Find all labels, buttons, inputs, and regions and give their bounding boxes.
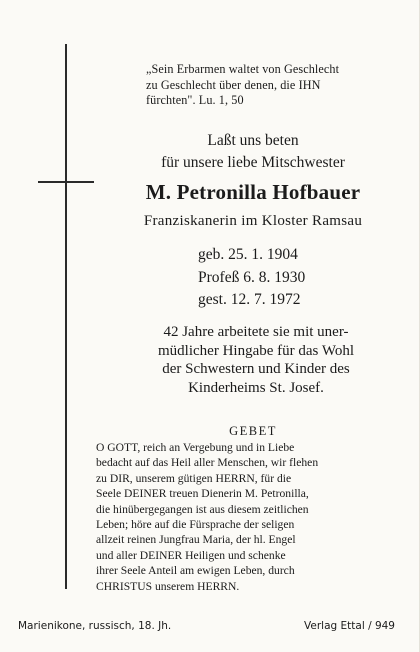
intro-line: Laßt uns beten <box>207 132 299 149</box>
biography <box>98 323 414 397</box>
death-date: gest. 12. 7. 1972 <box>198 291 301 308</box>
prayer-line: Leben; höre auf die Fürsprache der seligen <box>96 518 295 532</box>
bio-line: der Schwestern und Kinder des <box>162 361 350 377</box>
profession-date: Profeß 6. 8. 1930 <box>198 268 306 286</box>
quote-line: zu Geschlecht über denen, die IHN <box>146 77 321 92</box>
quote-line: „Sein Erbarmen waltet von Geschlecht <box>146 62 340 76</box>
bible-quote <box>146 62 408 109</box>
prayer-line: ihrer Seele Anteil am ewigen Leben, durch <box>96 564 295 578</box>
prayer-line: die hinübergegangen ist aus diesem zeitlichen <box>96 502 309 516</box>
quote-line: fürchten". Lu. 1, 50 <box>146 93 244 107</box>
prayer-line: CHRISTUS unserem HERRN. <box>96 579 240 593</box>
prayer-text <box>96 440 414 594</box>
intro-line: für unsere liebe Mitschwester <box>161 154 345 171</box>
cross-horizontal-bar <box>38 181 94 183</box>
birth-date: geb. 25. 1. 1904 <box>198 246 298 263</box>
prayer-line: zu DIR, unserem gütigen HERRN, für die <box>96 471 292 485</box>
prayer-line: bedacht auf das Heil aller Menschen, wir flehen <box>96 456 319 470</box>
order-line: Franziskanerin im Kloster Ramsau <box>143 213 363 229</box>
publisher-credit: Verlag Ettal / 949 <box>304 620 395 632</box>
prayer-title: GEBET <box>229 424 277 438</box>
image-credit: Marienikone, russisch, 18. Jh. <box>18 620 172 632</box>
bio-line: müdlicher Hingabe für das Wohl <box>158 342 354 359</box>
bio-line: Kinderheims St. Josef. <box>188 379 324 396</box>
deceased-name: M. Petronilla Hofbauer <box>145 180 361 204</box>
prayer-line: Seele DEINER treuen Dienerin M. Petronilla, <box>96 487 309 501</box>
cross-vertical-bar <box>65 44 67 589</box>
bio-line: 42 Jahre arbeitete sie mit uner- <box>163 324 349 340</box>
dates-block <box>198 244 305 312</box>
prayer-line: O GOTT, reich an Vergebung und in Liebe <box>96 441 295 454</box>
prayer-line: allzeit reinen Jungfrau Maria, der hl. Engel <box>96 533 296 547</box>
prayer-line: und aller DEINER Heiligen und schenke <box>96 548 286 562</box>
